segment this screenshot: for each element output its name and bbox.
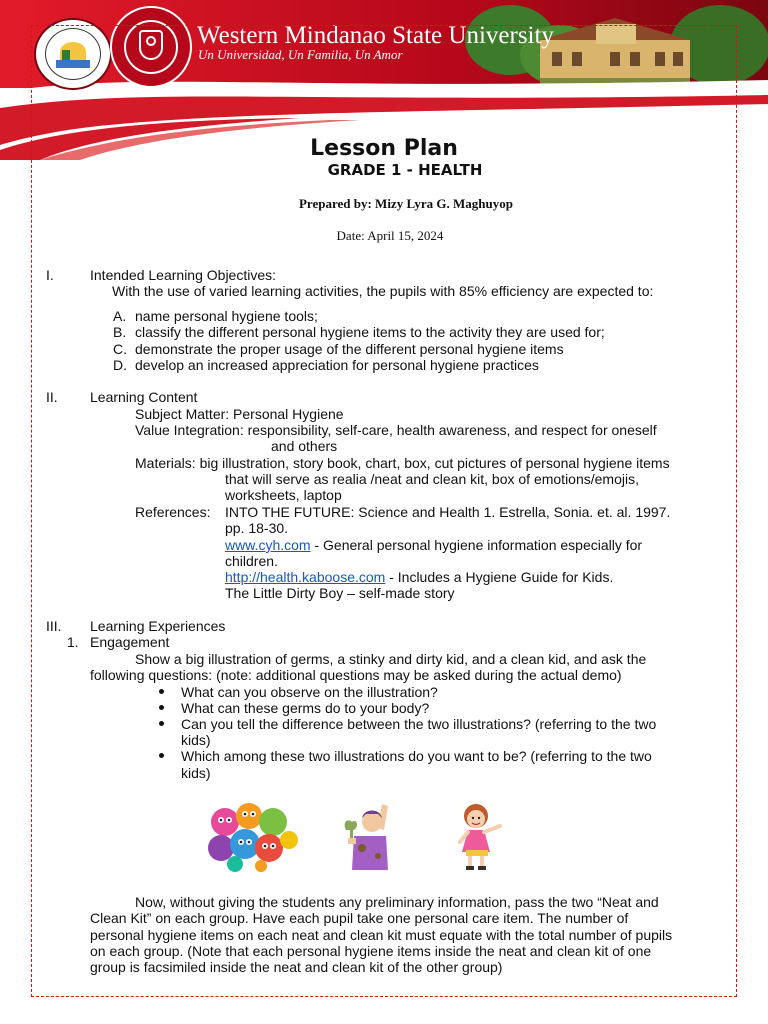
objective-item: classify the different personal hygiene items to the activity they are used for;: [135, 324, 605, 340]
reference-link-row: [225, 569, 613, 585]
section-heading: Learning Experiences: [90, 618, 226, 634]
materials-cont: worksheets, laptop: [225, 487, 342, 503]
bullet-icon: [159, 705, 164, 710]
list-marker: C.: [113, 341, 127, 357]
objectives-intro: With the use of varied learning activities, the pupils with 85% efficiency are expected to:: [112, 283, 654, 299]
section-number: III.: [46, 618, 62, 634]
dirty-kid-illustration: [338, 800, 402, 872]
question-item-cont: kids): [181, 765, 211, 781]
question-item: Can you tell the difference between the two illustrations? (referring to the two: [181, 716, 657, 732]
cyh-link-desc-cont: children.: [225, 553, 278, 569]
kit-paragraph-cont: group is facsimiled inside the neat and clean kit of the other group): [90, 959, 503, 975]
materials: Materials: big illustration, story book, chart, box, cut pictures of personal hygiene items: [135, 455, 670, 471]
subsection-heading: Engagement: [90, 634, 170, 650]
references-label: References:: [135, 504, 211, 520]
section-heading: Intended Learning Objectives:: [90, 267, 277, 283]
list-marker: D.: [113, 357, 127, 373]
engagement-paragraph: Show a big illustration of germs, a stinky and dirty kid, and a clean kid, and ask the: [135, 651, 647, 667]
question-item: What can you observe on the illustration?: [181, 684, 438, 700]
objective-item: develop an increased appreciation for personal hygiene practices: [135, 357, 539, 373]
kit-paragraph-cont: Clean Kit” on each group. Have each pupil take one personal care item. The number of: [90, 910, 629, 926]
subject-matter: Subject Matter: Personal Hygiene: [135, 406, 344, 422]
clean-kid-illustration: [454, 800, 510, 874]
kit-paragraph-cont: personal hygiene items on each neat and clean kit must equate with the total number of pupils: [90, 927, 673, 943]
objective-item: demonstrate the proper usage of the different personal hygiene items: [135, 341, 564, 357]
bullet-icon: [159, 721, 164, 726]
bullet-icon: [159, 689, 164, 694]
kaboose-link-desc: - Includes a Hygiene Guide for Kids.: [385, 569, 614, 585]
reference-pages: pp. 18-30.: [225, 520, 289, 536]
engagement-paragraph-cont: following questions: (note: additional questions may be asked during the actual demo): [90, 667, 622, 683]
kit-paragraph: Now, without giving the students any preliminary information, pass the two “Neat and: [135, 894, 659, 910]
reference-story: The Little Dirty Boy – self-made story: [225, 585, 455, 601]
question-item-cont: kids): [181, 732, 211, 748]
prepared-by: Prepared by: Mizy Lyra G. Maghuyop: [298, 196, 514, 211]
cyh-link-desc: - General personal hygiene information especially for: [310, 537, 643, 553]
section-heading: Learning Content: [90, 389, 198, 405]
materials-cont: that will serve as realia /neat and clean kit, box of emotions/emojis,: [225, 471, 639, 487]
list-marker: A.: [113, 308, 127, 324]
objective-item: name personal hygiene tools;: [135, 308, 318, 324]
reference-book: INTO THE FUTURE: Science and Health 1. Estrella, Sonia. et. al. 1997.: [225, 504, 671, 520]
value-integration-cont: and others: [271, 438, 338, 454]
bullet-icon: [159, 753, 164, 758]
kit-paragraph-cont: on each group. (Note that each personal hygiene items inside the neat and clean kit of one: [90, 943, 652, 959]
page-title: Lesson Plan: [310, 136, 458, 161]
lesson-date: Date: April 15, 2024: [336, 228, 444, 243]
section-number: I.: [46, 267, 54, 283]
cyh-link[interactable]: www.cyh.com: [225, 537, 311, 553]
list-marker: B.: [113, 324, 127, 340]
question-item: What can these germs do to your body?: [181, 700, 430, 716]
value-integration: Value Integration: responsibility, self-care, health awareness, and respect for oneself: [135, 422, 657, 438]
kaboose-link[interactable]: http://health.kaboose.com: [225, 569, 386, 585]
germs-illustration: [205, 800, 299, 872]
university-motto: Un Universidad, Un Familia, Un Amor: [198, 47, 403, 62]
reference-link-row: [225, 537, 642, 553]
section-number: II.: [46, 389, 58, 405]
subsection-number: 1.: [67, 634, 79, 650]
university-name: Western Mindanao State University: [197, 22, 554, 49]
question-item: Which among these two illustrations do you want to be? (referring to the two: [181, 748, 652, 764]
grade-subtitle: GRADE 1 - HEALTH: [327, 161, 483, 179]
